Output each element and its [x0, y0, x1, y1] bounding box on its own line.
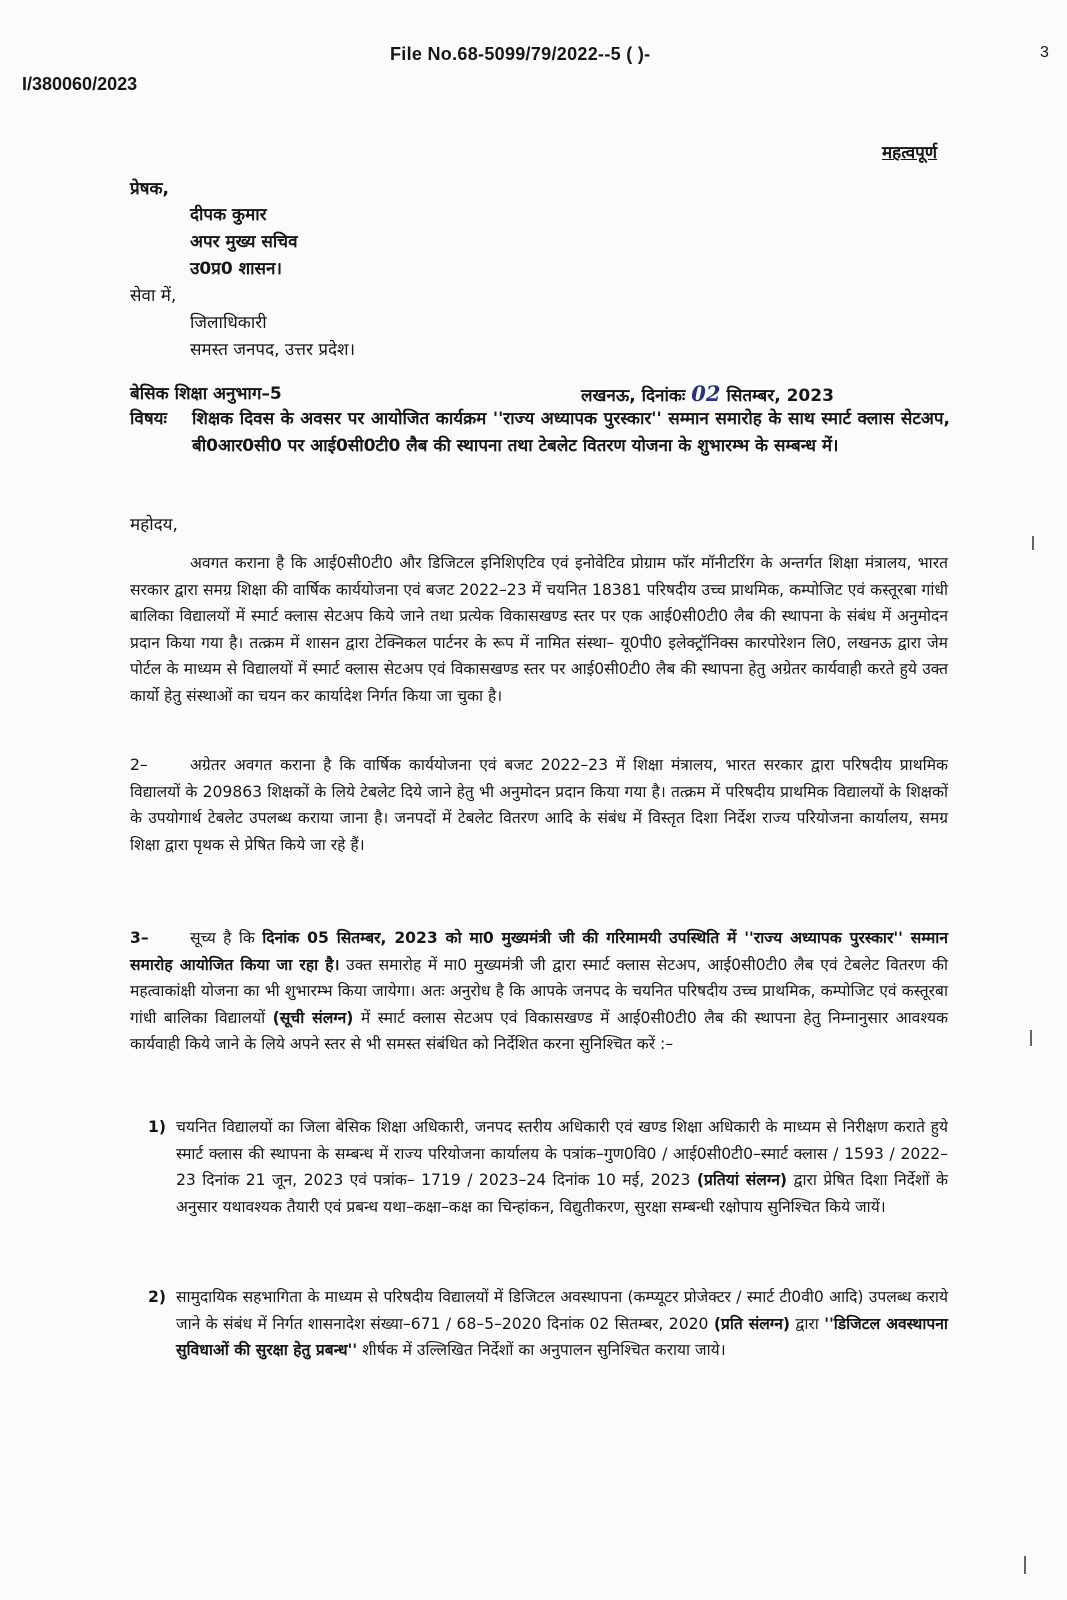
page-mark: 3 [1040, 44, 1049, 61]
sender-label: प्रेषक, [130, 179, 170, 199]
list-item-2-text [176, 1284, 948, 1364]
reference-number: I/380060/2023 [22, 74, 138, 94]
paragraph-2 [130, 752, 948, 858]
scan-mark [1030, 1030, 1032, 1046]
list-item-2-part-b: द्वारा [795, 1314, 819, 1333]
list-item-1-text [176, 1114, 948, 1220]
scan-mark [1024, 1556, 1026, 1574]
list-item-1-number: 1) [148, 1118, 166, 1136]
subject-label: विषयः [130, 409, 167, 429]
list-item-2-number: 2) [148, 1288, 166, 1306]
paragraph-3-bold-event: दिनांक 05 सितम्बर, 2023 को मा0 मुख्यमंत्री जी की गरिमामयी उपस्थिति में ''राज्य अध्यापक पुरस्कार'' सम्मान समारोह आयोजित किया जा रहा है। [130, 929, 948, 974]
subject-text: शिक्षक दिवस के अवसर पर आयोजित कार्यक्रम ''राज्य अध्यापक पुरस्कार'' सम्मान समारोह के साथ स्मार्ट क्लास सेटअप, बी0आर0सी0 पर आई0सी0टी0 लैब की स्थापना तथा टेबलेट वितरण योजना के शुभारम्भ के सम्बन्ध में। [192, 409, 950, 456]
date-rest: सितम्बर, 2023 [726, 386, 834, 406]
important-label: महत्वपूर्ण [882, 143, 938, 163]
file-number: File No.68-5099/79/2022--5 ( )- [390, 44, 651, 64]
list-item-2-part-c: शीर्षक में उल्लिखित निर्देशों का अनुपालन सुनिश्चित कराया जाये। [362, 1341, 726, 1360]
paragraph-3-bold-list: (सूची संलग्न) [272, 1008, 354, 1027]
sender-name: दीपक कुमार [190, 205, 267, 225]
handwritten-date-day: 02 [691, 381, 721, 406]
salutation: महोदय, [130, 515, 178, 535]
list-item-2-bold-copy: (प्रति संलग्न) [713, 1314, 790, 1333]
sender-office: उ0प्र0 शासन। [190, 259, 282, 279]
paragraph-3-tail: में स्मार्ट क्लास सेटअप एवं विकासखण्ड में आई0सी0टी0 लैब की स्थापना हेतु निम्नानुसार आवश्यक कार्यवाही किये जाने के लिये अपने स्तर से भी समस्त संबंधित को निर्देशित करना सुनिश्चित करें :– [130, 1008, 948, 1054]
section-name: बेसिक शिक्षा अनुभाग–5 [130, 384, 282, 404]
recipient-label: सेवा में, [130, 286, 177, 306]
sender-designation: अपर मुख्य सचिव [190, 232, 298, 252]
paragraph-1-text: अवगत कराना है कि आई0सी0टी0 और डिजिटल इनिशिएटिव एवं इनोवेटिव प्रोग्राम फॉर मॉनीटरिंग के अन्तर्गत शिक्षा मंत्रालय, भारत सरकार द्वारा समग्र शिक्षा की वार्षिक कार्ययोजना एवं बजट 2022–23 में चयनित 18381 परिषदीय उच्च प्राथमिक, कम्पोजिट एवं कस्तूरबा गांधी बालिका विद्यालयों में स्मार्ट क्लास सेटअप किये जाने तथा प्रत्येक विकासखण्ड स्तर पर एक आई0सी0टी0 लैब की स्थापना के संबंध में अनुमोदन प्रदान किया गया है। तत्क्रम में शासन द्वारा टेक्निकल पार्टनर के रूप में नामित संस्था– यू0पी0 इलेक्ट्रॉनिक्स कारपोरेशन लि0, लखनऊ द्वारा जेम पोर्टल के माध्यम से विद्यालयों में स्मार्ट क्लास सेटअप एवं विकासखण्ड स्तर पर आई0सी0टी0 लैब की स्थापना हेतु अग्रेतर कार्यवाही करते हुये उक्त कार्यो हेतु संस्थाओं का चयन कर कार्यादेश निर्गत किया जा चुका है। [130, 554, 948, 705]
paragraph-3-middle: उक्त समारोह में मा0 मुख्यमंत्री जी द्वारा स्मार्ट क्लास सेटअप, आई0सी0टी0 लैब एवं टेबलेट वितरण की महत्वाकांक्षी योजना का भी शुभारम्भ किया जायेगा। अतः अनुरोध है कि आपके जनपद के चयनित परिषदीय उच्च प्राथमिक, कम्पोजिट एवं कस्तूरबा गांधी बालिका विद्यालयों [130, 955, 949, 1027]
list-item-1-part-a: चयनित विद्यालयों का जिला बेसिक शिक्षा अधिकारी, जनपद स्तरीय अधिकारी एवं खण्ड शिक्षा अधिकारी के माध्यम से निरीक्षण कराते हुये स्मार्ट क्लास की स्थापना के सम्बन्ध में राज्य परियोजना कार्यालय के पत्रांक–गुण0वि0 / आई0सी0टी0–स्मार्ट क्लास / 1593 / 2022–23 दिनांक 21 जून, 2023 एवं पत्रांक– 1719 / 2023–24 दिनांक 10 मई, 2023 [176, 1118, 948, 1190]
list-item-2-bold-title: ''डिजिटल अवस्थापना सुविधाओं की सुरक्षा हेतु प्रबन्ध'' [176, 1314, 948, 1360]
paragraph-1 [130, 550, 948, 710]
list-item-2-part-a: सामुदायिक सहभागिता के माध्यम से परिषदीय विद्यालयों में डिजिटल अवस्थापना (कम्प्यूटर प्रोजेक्टर / स्मार्ट टी0वी0 आदि) उपलब्ध कराये जाने के संबंध में निर्गत शासनादेश संख्या–671 / 68–5–2020 दिनांक 02 सितम्बर, 2020 [176, 1288, 948, 1333]
paragraph-2-text: अग्रेतर अवगत कराना है कि वार्षिक कार्ययोजना एवं बजट 2022–23 में शिक्षा मंत्रालय, भारत सरकार द्वारा परिषदीय प्राथमिक विद्यालयों के 209863 शिक्षकों के लिये टेबलेट दिये जाने हेतु भी अनुमोदन प्रदान किया गया है। तत्क्रम में परिषदीय प्राथमिक विद्यालयों के शिक्षकों के उपयोगार्थ टेबलेट उपलब्ध कराया जाना है। जनपदों में टेबलेट वितरण आदि के संबंध में विस्तृत दिशा निर्देश राज्य परियोजना कार्यालय, समग्र शिक्षा द्वारा पृथक से प्रेषित किये जा रहे हैं। [130, 756, 948, 854]
paragraph-3-lead: सूच्य है कि [190, 929, 255, 947]
list-item-1-part-b: द्वारा प्रेषित दिशा निर्देशों के अनुसार यथावश्यक तैयारी एवं प्रबन्ध यथा–कक्षा–कक्ष का चिन्हांकन, विद्युतीकरण, सुरक्षा सम्बन्धी रक्षोपाय सुनिश्चित किये जायें। [176, 1171, 948, 1216]
paragraph-3-number: 3– [130, 929, 149, 947]
paragraph-2-number: 2– [130, 756, 148, 774]
place-date [581, 381, 834, 406]
recipient-place: समस्त जनपद, उत्तर प्रदेश। [190, 340, 356, 360]
list-item-1-bold: (प्रतियां संलग्न) [696, 1171, 788, 1190]
place-prefix: लखनऊ, दिनांकः [581, 386, 686, 406]
scan-mark [1032, 536, 1034, 550]
paragraph-3 [130, 925, 948, 1058]
recipient-designation: जिलाधिकारी [190, 313, 267, 333]
